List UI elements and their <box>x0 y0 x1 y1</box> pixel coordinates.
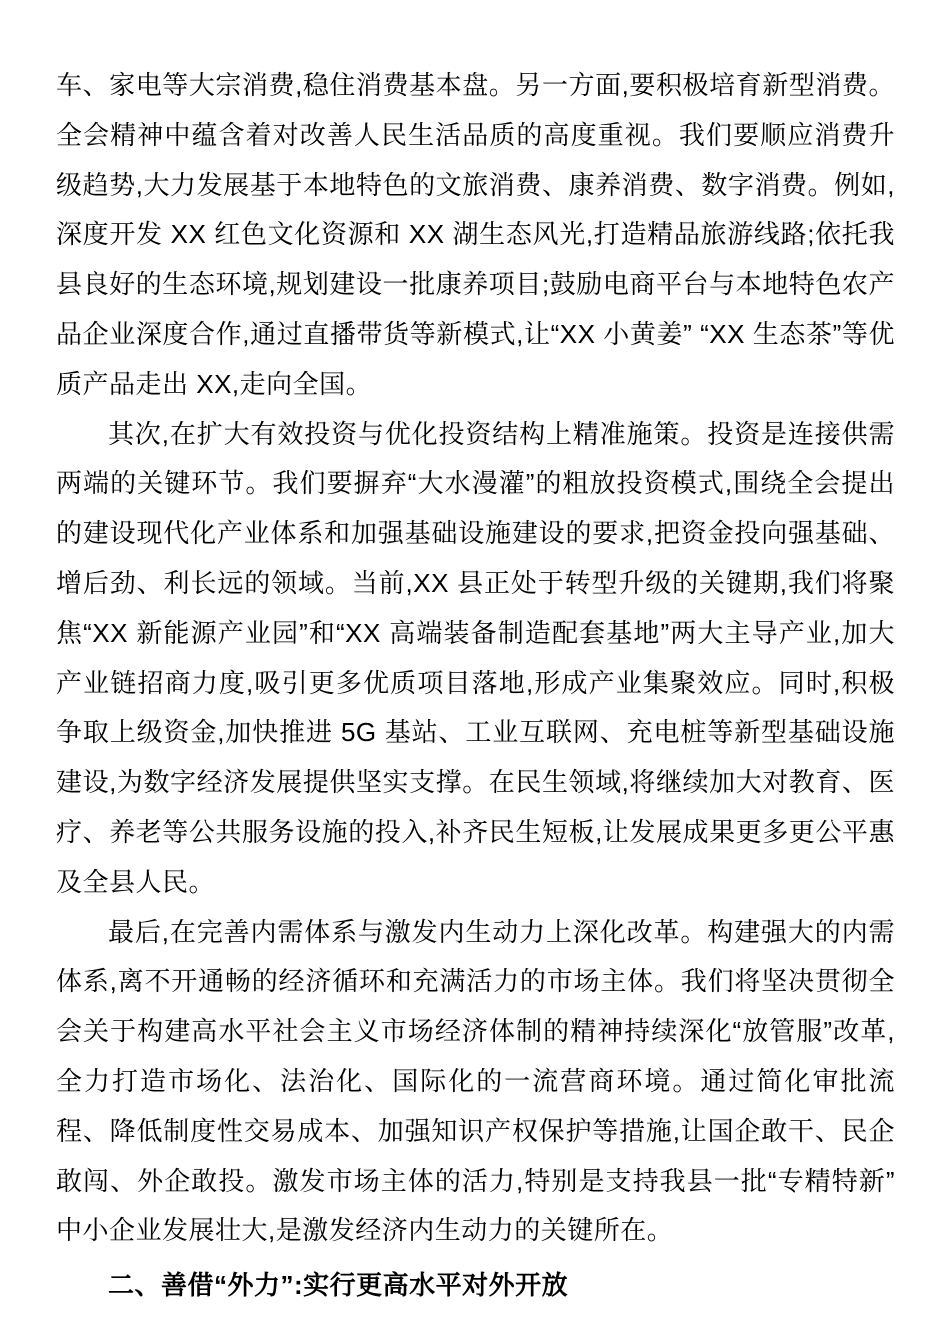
section-heading: 二、善借“外力”:实行更高水平对外开放 <box>108 1270 569 1301</box>
body-paragraph-3: 最后,在完善内需体系与激发内生动力上深化改革。构建强大的内需体系,离不开通畅的经济循环和充满活力的市场主体。我们将坚决贯彻全会关于构建高水平社会主义市场经济体制的精神持续深化“放管服”改革,全力打造市场化、法治化、国际化的一流营商环境。通过简化审批流程、降低制度性交易成本、加强知识产权保护等措施,让国企敢干、民企敢闯、外企敢投。激发市场主体的活力,特别是支持我县一批“专精特新”中小企业发展壮大,是激发经济内生动力的关键所在。 <box>56 916 895 1246</box>
body-paragraph-2: 其次,在扩大有效投资与优化投资结构上精准施策。投资是连接供需两端的关键环节。我们要摒弃“大水漫灌”的粗放投资模式,围绕全会提出的建设现代化产业体系和加强基础设施建设的要求,把资金投向强基础、增后劲、利长远的领域。当前,XX 县正处于转型升级的关键期,我们将聚焦“XX 新能源产业园”和“XX 高端装备制造配套基地”两大主导产业,加大产业链招商力度,吸引更多优质项目落地,形成产业集聚效应。同时,积极争取上级资金,加快推进 5G 基站、工业互联网、充电桩等新型基础设施建设,为数字经济发展提供坚实支撑。在民生领域,将继续加大对教育、医疗、养老等公共服务设施的投入,补齐民生短板,让发展成果更多更公平惠及全县人民。 <box>56 418 895 897</box>
body-paragraph-1: 车、家电等大宗消费,稳住消费基本盘。另一方面,要积极培育新型消费。全会精神中蕴含着对改善人民生活品质的高度重视。我们要顺应消费升级趋势,大力发展基于本地特色的文旅消费、康养消费、数字消费。例如,深度开发 XX 红色文化资源和 XX 湖生态风光,打造精品旅游线路;依托我县良好的生态环境,规划建设一批康养项目;鼓励电商平台与本地特色农产品企业深度合作,通过直播带货等新模式,让“XX 小黄姜” “XX 生态茶”等优质产品走出 XX,走向全国。 <box>56 70 895 399</box>
